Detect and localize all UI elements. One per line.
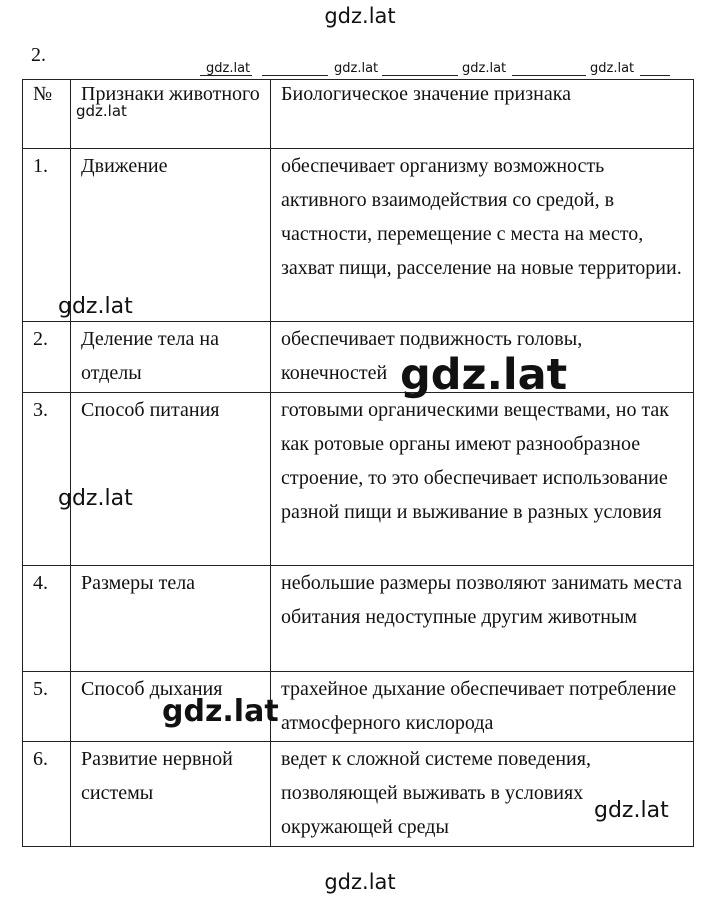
row-meaning: обеспечивает подвижность головы, конечностей [271,322,694,393]
row-number: 3. [23,393,71,566]
row-feature: Развитие нервной системы [71,742,271,847]
row-meaning: ведет к сложной системе поведения, позволяющей выживать в условиях окружающей среды [271,742,694,847]
watermark-strip-2: gdz.lat [334,61,379,76]
table-row [23,393,694,566]
watermark-left-2: gdz.lat [58,486,133,511]
header-number: № [23,80,71,149]
row-number: 6. [23,742,71,847]
row-feature: Деление тела на отделы [71,322,271,393]
watermark-strip-3: gdz.lat [462,61,507,76]
header-feature: Признаки животного [71,80,271,149]
table-row [23,322,694,393]
header-underline-strip [200,62,670,80]
table-row [23,742,694,847]
row-number: 4. [23,566,71,672]
watermark-right: gdz.lat [594,798,669,823]
row-feature: Способ питания [71,393,271,566]
row-feature: Движение [71,149,271,322]
table-row [23,672,694,742]
row-meaning: небольшие размеры позволяют занимать места обитания недоступные другим животным [271,566,694,672]
row-number: 5. [23,672,71,742]
task-number: 2. [31,44,46,66]
watermark-large: gdz.lat [400,350,568,400]
watermark-top: gdz.lat [324,4,396,28]
features-table [22,79,694,847]
watermark-strip-4: gdz.lat [590,61,635,76]
row-number: 1. [23,149,71,322]
row-meaning: обеспечивает организму возможность активного взаимодействия со средой, в частности, перемещение с места на место, захват пищи, расселение на новые территории. [271,149,694,322]
watermark-strip-1: gdz.lat [206,61,251,76]
row-feature: Способ дыхания [71,672,271,742]
watermark-row5: gdz.lat [162,694,279,729]
watermark-left-1: gdz.lat [58,294,133,319]
row-feature: Размеры тела [71,566,271,672]
watermark-bottom: gdz.lat [324,870,396,894]
watermark-header-cell: gdz.lat [76,102,127,120]
row-meaning: трахейное дыхание обеспечивает потребление атмосферного кислорода [271,672,694,742]
table-row [23,566,694,672]
header-meaning: Биологическое значение признака [271,80,694,149]
row-number: 2. [23,322,71,393]
row-meaning: готовыми органическими веществами, но так как ротовые органы имеют разнообразное строение, то это обеспечивает использование разной пищи и выживание в разных условия [271,393,694,566]
